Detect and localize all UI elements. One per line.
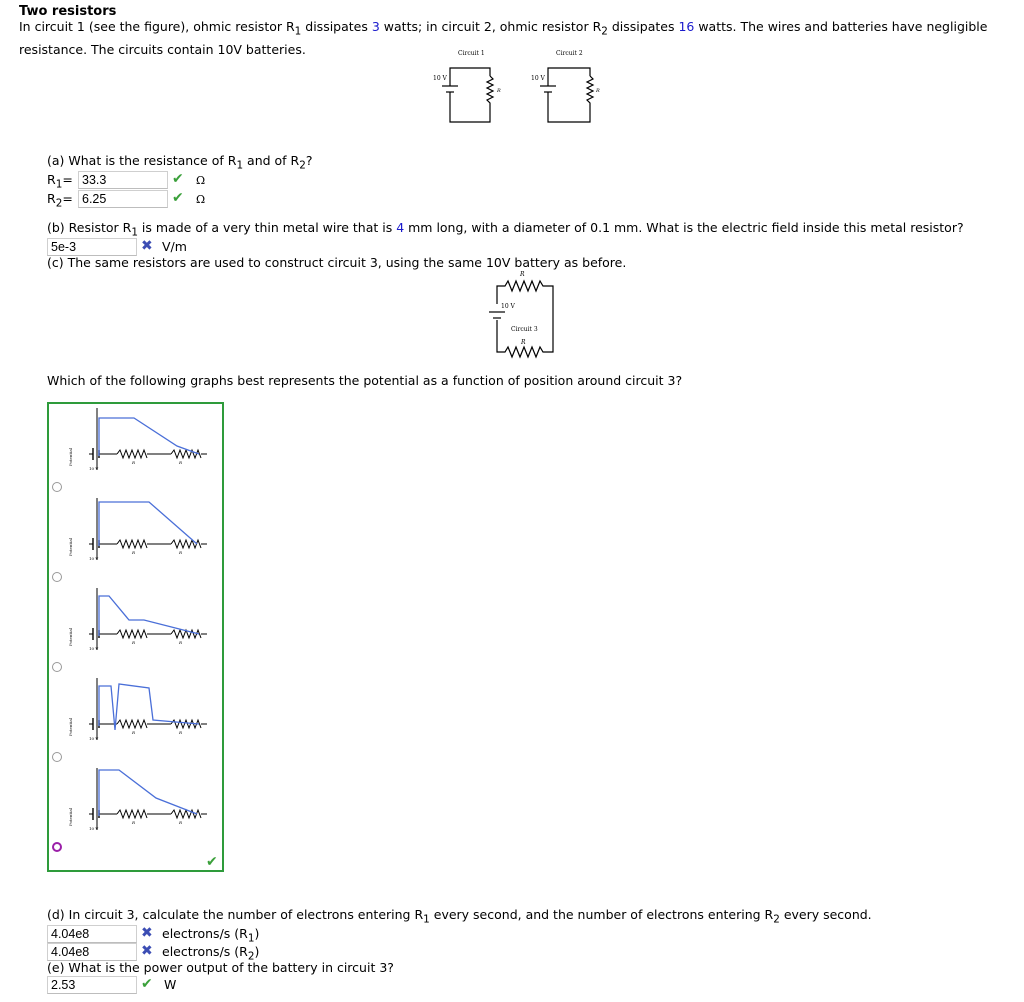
power-unit: W <box>164 977 177 992</box>
resistor-r1 <box>117 540 147 548</box>
resistor-r1 <box>117 720 147 728</box>
circuit2-label: Circuit 2 <box>556 50 583 57</box>
circuit3-label: Circuit 3 <box>511 326 538 333</box>
r1-input[interactable]: 33.3 <box>78 171 168 189</box>
power-input[interactable]: 2.53 <box>47 976 137 994</box>
r1-label: R <box>132 730 136 735</box>
circuit1-label: Circuit 1 <box>458 50 485 57</box>
part-d-question: (d) In circuit 3, calculate the number of electrons entering $R_1$ every second, and the number of electrons entering $R_2$ every second. <box>47 907 872 926</box>
graph-option-1 <box>68 408 207 471</box>
problem-intro: In circuit 1 (see the figure), ohmic resistor $R_1$ dissipates 3 watts; in circuit 2, ohmic resistor $R_2$ dissipates 16 watts. The wires and batteries have negligible resistance. The circuits contain 10V batteries. <box>19 19 988 57</box>
r1-label: R <box>132 640 136 645</box>
e-field-input[interactable]: 5e-3 <box>47 238 137 256</box>
r1-label: R <box>132 460 136 465</box>
battery-label: 10 V <box>89 826 99 831</box>
problem-title: Two resistors <box>19 4 117 19</box>
graph-option-3 <box>68 588 207 651</box>
part-c-question: (c) The same resistors are used to construct circuit 3, using the same 10V battery as before. <box>47 255 627 270</box>
r2-correct-icon: ✔ <box>172 190 184 206</box>
part-a-question: (a) What is the resistance of $R_1$ and of $R_2$? <box>47 153 313 172</box>
choice-radio-3[interactable] <box>52 662 62 672</box>
electrons-r2-label: electrons/s $(R_2)$ <box>162 944 260 963</box>
potential-curve <box>99 502 197 546</box>
potential-axis-label: Potential <box>68 717 73 736</box>
potential-axis-label: Potential <box>68 537 73 556</box>
graph-question: Which of the following graphs best represents the potential as a function of position around circuit 3? <box>47 373 683 388</box>
r2-label: R <box>179 730 183 735</box>
graph-choices <box>47 402 224 872</box>
graph-option-5 <box>68 768 207 831</box>
c3-r2-label: R <box>521 339 526 346</box>
potential-graphs <box>49 404 222 870</box>
battery-label: 10 V <box>89 736 99 741</box>
potential-curve <box>99 684 199 730</box>
choice-radio-5-selected[interactable] <box>52 842 62 852</box>
circuit-1 <box>442 68 493 122</box>
electrons-r2-input[interactable]: 4.04e8 <box>47 943 137 961</box>
electrons-r1-incorrect-icon: ✖ <box>141 925 153 941</box>
c3-r1-label: R <box>520 271 525 278</box>
circuit-3-figure <box>485 268 560 360</box>
potential-curve <box>99 596 199 636</box>
battery-label: 10 V <box>89 556 99 561</box>
choice-radio-2[interactable] <box>52 572 62 582</box>
potential-axis-label: Potential <box>68 447 73 466</box>
power-correct-icon: ✔ <box>141 976 153 992</box>
r1-answer-label: $R_1=$ <box>47 172 73 191</box>
potential-curve <box>99 770 197 816</box>
resistor-r1 <box>117 450 147 458</box>
resistor-r1 <box>117 810 147 818</box>
battery1-label: 10 V <box>433 75 447 82</box>
c3-battery-label: 10 V <box>501 303 515 310</box>
electrons-r1-label: electrons/s $(R_1)$ <box>162 926 260 945</box>
battery-label: 10 V <box>89 466 99 471</box>
battery2-label: 10 V <box>531 75 545 82</box>
r1-label: R <box>132 550 136 555</box>
graph-option-2 <box>68 498 207 561</box>
graph-option-4 <box>68 678 207 741</box>
r1-label: R <box>132 820 136 825</box>
r2-answer-label: $R_2=$ <box>47 191 73 210</box>
r2-input[interactable]: 6.25 <box>78 190 168 208</box>
r2-label: R <box>179 820 183 825</box>
part-e-question: (e) What is the power output of the battery in circuit 3? <box>47 960 394 975</box>
electrons-r1-input[interactable]: 4.04e8 <box>47 925 137 943</box>
r2-label: R <box>596 88 600 94</box>
electrons-r2-incorrect-icon: ✖ <box>141 943 153 959</box>
circuits-1-2-figure <box>425 46 615 126</box>
potential-curve <box>99 418 199 456</box>
potential-axis-label: Potential <box>68 807 73 826</box>
r1-label: R <box>497 88 501 94</box>
r1-unit: Ω <box>196 174 206 187</box>
graph-correct-icon: ✔ <box>206 854 218 870</box>
choice-radio-1[interactable] <box>52 482 62 492</box>
circuit-2 <box>540 68 593 122</box>
battery-label: 10 V <box>89 646 99 651</box>
resistor-r1 <box>117 630 147 638</box>
r2-label: R <box>179 550 183 555</box>
choice-radio-4[interactable] <box>52 752 62 762</box>
r2-label: R <box>179 460 183 465</box>
e-field-incorrect-icon: ✖ <box>141 238 153 254</box>
e-field-unit: V/m <box>162 239 187 254</box>
potential-axis-label: Potential <box>68 627 73 646</box>
resistor-r2 <box>171 450 201 458</box>
r2-unit: Ω <box>196 193 206 206</box>
r1-correct-icon: ✔ <box>172 171 184 187</box>
r2-label: R <box>179 640 183 645</box>
part-b-question: (b) Resistor $R_1$ is made of a very thin metal wire that is 4 mm long, with a diameter of 0.1 mm. What is the electric field inside this metal resistor? <box>47 220 964 239</box>
